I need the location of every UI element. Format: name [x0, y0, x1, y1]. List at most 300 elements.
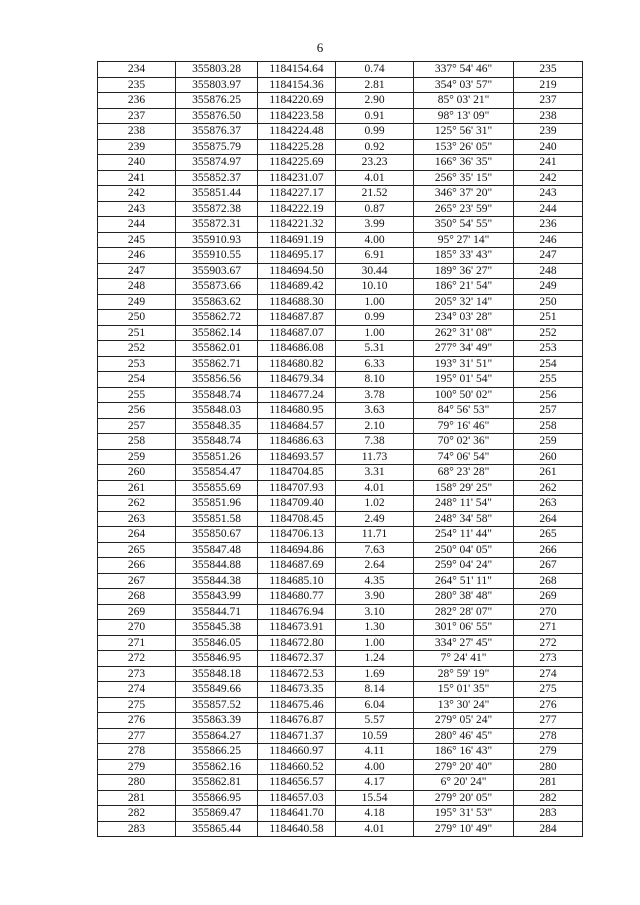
x-coordinate-cell: 355846.05: [176, 635, 258, 651]
bearing-cell: 346° 37' 20": [414, 186, 514, 202]
x-coordinate-cell: 355855.69: [176, 480, 258, 496]
table-row: [98, 728, 583, 744]
y-coordinate-cell: 1184686.63: [258, 434, 336, 450]
x-coordinate-cell: 355903.67: [176, 263, 258, 279]
table-row: [98, 279, 583, 295]
x-coordinate-cell: 355848.03: [176, 403, 258, 419]
point-number-cell: 277: [98, 728, 176, 744]
next-point-cell: 252: [514, 325, 583, 341]
y-coordinate-cell: 1184685.10: [258, 573, 336, 589]
x-coordinate-cell: 355910.55: [176, 248, 258, 264]
next-point-cell: 269: [514, 589, 583, 605]
next-point-cell: 262: [514, 480, 583, 496]
distance-cell: 0.87: [336, 201, 414, 217]
x-coordinate-cell: 355862.71: [176, 356, 258, 372]
bearing-cell: 166° 36' 35": [414, 155, 514, 171]
x-coordinate-cell: 355874.97: [176, 155, 258, 171]
x-coordinate-cell: 355843.99: [176, 589, 258, 605]
table-row: [98, 217, 583, 233]
y-coordinate-cell: 1184688.30: [258, 294, 336, 310]
x-coordinate-cell: 355865.44: [176, 821, 258, 837]
point-number-cell: 271: [98, 635, 176, 651]
x-coordinate-cell: 355863.39: [176, 713, 258, 729]
distance-cell: 1.24: [336, 651, 414, 667]
x-coordinate-cell: 355862.81: [176, 775, 258, 791]
y-coordinate-cell: 1184671.37: [258, 728, 336, 744]
point-number-cell: 282: [98, 806, 176, 822]
table-row: [98, 294, 583, 310]
distance-cell: 3.99: [336, 217, 414, 233]
distance-cell: 0.91: [336, 108, 414, 124]
bearing-cell: 68° 23' 28": [414, 465, 514, 481]
table-row: [98, 186, 583, 202]
bearing-cell: 282° 28' 07": [414, 604, 514, 620]
point-number-cell: 283: [98, 821, 176, 837]
next-point-cell: 251: [514, 310, 583, 326]
point-number-cell: 244: [98, 217, 176, 233]
distance-cell: 3.10: [336, 604, 414, 620]
point-number-cell: 281: [98, 790, 176, 806]
y-coordinate-cell: 1184660.52: [258, 759, 336, 775]
bearing-cell: 6° 20' 24": [414, 775, 514, 791]
bearing-cell: 153° 26' 05": [414, 139, 514, 155]
point-number-cell: 247: [98, 263, 176, 279]
distance-cell: 1.69: [336, 666, 414, 682]
bearing-cell: 350° 54' 55": [414, 217, 514, 233]
x-coordinate-cell: 355851.44: [176, 186, 258, 202]
y-coordinate-cell: 1184704.85: [258, 465, 336, 481]
x-coordinate-cell: 355851.26: [176, 449, 258, 465]
next-point-cell: 275: [514, 682, 583, 698]
x-coordinate-cell: 355876.50: [176, 108, 258, 124]
table-row: [98, 93, 583, 109]
point-number-cell: 237: [98, 108, 176, 124]
distance-cell: 2.10: [336, 418, 414, 434]
table-row: [98, 558, 583, 574]
point-number-cell: 255: [98, 387, 176, 403]
next-point-cell: 280: [514, 759, 583, 775]
distance-cell: 8.10: [336, 372, 414, 388]
x-coordinate-cell: 355848.74: [176, 434, 258, 450]
x-coordinate-cell: 355846.95: [176, 651, 258, 667]
next-point-cell: 271: [514, 620, 583, 636]
x-coordinate-cell: 355862.14: [176, 325, 258, 341]
distance-cell: 4.18: [336, 806, 414, 822]
next-point-cell: 244: [514, 201, 583, 217]
distance-cell: 21.52: [336, 186, 414, 202]
distance-cell: 23.23: [336, 155, 414, 171]
next-point-cell: 265: [514, 527, 583, 543]
distance-cell: 8.14: [336, 682, 414, 698]
next-point-cell: 243: [514, 186, 583, 202]
point-number-cell: 251: [98, 325, 176, 341]
bearing-cell: 277° 34' 49": [414, 341, 514, 357]
point-number-cell: 245: [98, 232, 176, 248]
distance-cell: 0.74: [336, 62, 414, 78]
table-row: [98, 527, 583, 543]
bearing-cell: 279° 10' 49": [414, 821, 514, 837]
table-row: [98, 201, 583, 217]
y-coordinate-cell: 1184225.28: [258, 139, 336, 155]
table-row: [98, 806, 583, 822]
bearing-cell: 95° 27' 14": [414, 232, 514, 248]
distance-cell: 5.57: [336, 713, 414, 729]
bearing-cell: 195° 31' 53": [414, 806, 514, 822]
x-coordinate-cell: 355856.56: [176, 372, 258, 388]
distance-cell: 6.91: [336, 248, 414, 264]
point-number-cell: 241: [98, 170, 176, 186]
point-number-cell: 246: [98, 248, 176, 264]
table-row: [98, 573, 583, 589]
table-row: [98, 263, 583, 279]
y-coordinate-cell: 1184684.57: [258, 418, 336, 434]
point-number-cell: 259: [98, 449, 176, 465]
table-row: [98, 790, 583, 806]
y-coordinate-cell: 1184640.58: [258, 821, 336, 837]
distance-cell: 4.11: [336, 744, 414, 760]
bearing-cell: 100° 50' 02": [414, 387, 514, 403]
distance-cell: 0.99: [336, 124, 414, 140]
next-point-cell: 268: [514, 573, 583, 589]
next-point-cell: 283: [514, 806, 583, 822]
distance-cell: 30.44: [336, 263, 414, 279]
distance-cell: 1.00: [336, 325, 414, 341]
x-coordinate-cell: 355848.18: [176, 666, 258, 682]
point-number-cell: 234: [98, 62, 176, 78]
x-coordinate-cell: 355863.62: [176, 294, 258, 310]
distance-cell: 10.59: [336, 728, 414, 744]
table-row: [98, 155, 583, 171]
point-number-cell: 266: [98, 558, 176, 574]
point-number-cell: 267: [98, 573, 176, 589]
next-point-cell: 254: [514, 356, 583, 372]
distance-cell: 0.92: [336, 139, 414, 155]
next-point-cell: 267: [514, 558, 583, 574]
table-row: [98, 651, 583, 667]
y-coordinate-cell: 1184687.69: [258, 558, 336, 574]
table-row: [98, 108, 583, 124]
next-point-cell: 282: [514, 790, 583, 806]
table-row: [98, 759, 583, 775]
x-coordinate-cell: 355849.66: [176, 682, 258, 698]
point-number-cell: 265: [98, 542, 176, 558]
point-number-cell: 240: [98, 155, 176, 171]
bearing-cell: 280° 38' 48": [414, 589, 514, 605]
next-point-cell: 250: [514, 294, 583, 310]
point-number-cell: 238: [98, 124, 176, 140]
table-row: [98, 124, 583, 140]
y-coordinate-cell: 1184706.13: [258, 527, 336, 543]
table-row: [98, 713, 583, 729]
y-coordinate-cell: 1184680.77: [258, 589, 336, 605]
y-coordinate-cell: 1184694.86: [258, 542, 336, 558]
distance-cell: 3.90: [336, 589, 414, 605]
distance-cell: 6.04: [336, 697, 414, 713]
bearing-cell: 301° 06' 55": [414, 620, 514, 636]
table-row: [98, 341, 583, 357]
y-coordinate-cell: 1184709.40: [258, 496, 336, 512]
x-coordinate-cell: 355872.31: [176, 217, 258, 233]
table-row: [98, 542, 583, 558]
x-coordinate-cell: 355857.52: [176, 697, 258, 713]
table-body: [98, 62, 583, 837]
x-coordinate-cell: 355875.79: [176, 139, 258, 155]
distance-cell: 1.02: [336, 496, 414, 512]
table-row: [98, 325, 583, 341]
y-coordinate-cell: 1184672.37: [258, 651, 336, 667]
table-row: [98, 635, 583, 651]
table-row: [98, 77, 583, 93]
next-point-cell: 277: [514, 713, 583, 729]
next-point-cell: 255: [514, 372, 583, 388]
bearing-cell: 85° 03' 21": [414, 93, 514, 109]
bearing-cell: 337° 54' 46": [414, 62, 514, 78]
y-coordinate-cell: 1184222.19: [258, 201, 336, 217]
bearing-cell: 185° 33' 43": [414, 248, 514, 264]
y-coordinate-cell: 1184686.08: [258, 341, 336, 357]
y-coordinate-cell: 1184676.87: [258, 713, 336, 729]
point-number-cell: 256: [98, 403, 176, 419]
next-point-cell: 240: [514, 139, 583, 155]
table-row: [98, 682, 583, 698]
x-coordinate-cell: 355844.38: [176, 573, 258, 589]
point-number-cell: 262: [98, 496, 176, 512]
distance-cell: 10.10: [336, 279, 414, 295]
next-point-cell: 260: [514, 449, 583, 465]
table-row: [98, 496, 583, 512]
y-coordinate-cell: 1184687.07: [258, 325, 336, 341]
next-point-cell: 284: [514, 821, 583, 837]
distance-cell: 4.00: [336, 759, 414, 775]
y-coordinate-cell: 1184656.57: [258, 775, 336, 791]
point-number-cell: 261: [98, 480, 176, 496]
x-coordinate-cell: 355866.95: [176, 790, 258, 806]
point-number-cell: 253: [98, 356, 176, 372]
distance-cell: 4.17: [336, 775, 414, 791]
y-coordinate-cell: 1184672.53: [258, 666, 336, 682]
point-number-cell: 258: [98, 434, 176, 450]
bearing-cell: 265° 23' 59": [414, 201, 514, 217]
distance-cell: 1.00: [336, 635, 414, 651]
distance-cell: 7.38: [336, 434, 414, 450]
y-coordinate-cell: 1184673.91: [258, 620, 336, 636]
next-point-cell: 281: [514, 775, 583, 791]
table-row: [98, 775, 583, 791]
point-number-cell: 278: [98, 744, 176, 760]
point-number-cell: 263: [98, 511, 176, 527]
distance-cell: 11.71: [336, 527, 414, 543]
y-coordinate-cell: 1184657.03: [258, 790, 336, 806]
bearing-cell: 262° 31' 08": [414, 325, 514, 341]
bearing-cell: 98° 13' 09": [414, 108, 514, 124]
table-row: [98, 248, 583, 264]
bearing-cell: 334° 27' 45": [414, 635, 514, 651]
x-coordinate-cell: 355872.38: [176, 201, 258, 217]
point-number-cell: 248: [98, 279, 176, 295]
distance-cell: 2.90: [336, 93, 414, 109]
next-point-cell: 256: [514, 387, 583, 403]
distance-cell: 15.54: [336, 790, 414, 806]
next-point-cell: 253: [514, 341, 583, 357]
next-point-cell: 236: [514, 217, 583, 233]
bearing-cell: 280° 46' 45": [414, 728, 514, 744]
next-point-cell: 258: [514, 418, 583, 434]
bearing-cell: 279° 20' 05": [414, 790, 514, 806]
point-number-cell: 273: [98, 666, 176, 682]
next-point-cell: 235: [514, 62, 583, 78]
x-coordinate-cell: 355869.47: [176, 806, 258, 822]
next-point-cell: 242: [514, 170, 583, 186]
x-coordinate-cell: 355862.01: [176, 341, 258, 357]
x-coordinate-cell: 355876.25: [176, 93, 258, 109]
table-row: [98, 465, 583, 481]
distance-cell: 4.01: [336, 170, 414, 186]
next-point-cell: 274: [514, 666, 583, 682]
table-row: [98, 434, 583, 450]
bearing-cell: 189° 36' 27": [414, 263, 514, 279]
y-coordinate-cell: 1184224.48: [258, 124, 336, 140]
bearing-cell: 158° 29' 25": [414, 480, 514, 496]
bearing-cell: 248° 11' 54": [414, 496, 514, 512]
x-coordinate-cell: 355844.88: [176, 558, 258, 574]
table-row: [98, 139, 583, 155]
y-coordinate-cell: 1184154.64: [258, 62, 336, 78]
bearing-cell: 279° 05' 24": [414, 713, 514, 729]
y-coordinate-cell: 1184679.34: [258, 372, 336, 388]
bearing-cell: 13° 30' 24": [414, 697, 514, 713]
y-coordinate-cell: 1184693.57: [258, 449, 336, 465]
point-number-cell: 236: [98, 93, 176, 109]
next-point-cell: 278: [514, 728, 583, 744]
x-coordinate-cell: 355862.72: [176, 310, 258, 326]
distance-cell: 2.49: [336, 511, 414, 527]
bearing-cell: 84° 56' 53": [414, 403, 514, 419]
distance-cell: 1.30: [336, 620, 414, 636]
table-row: [98, 356, 583, 372]
y-coordinate-cell: 1184227.17: [258, 186, 336, 202]
bearing-cell: 205° 32' 14": [414, 294, 514, 310]
y-coordinate-cell: 1184695.17: [258, 248, 336, 264]
point-number-cell: 268: [98, 589, 176, 605]
y-coordinate-cell: 1184672.80: [258, 635, 336, 651]
distance-cell: 4.00: [336, 232, 414, 248]
point-number-cell: 279: [98, 759, 176, 775]
point-number-cell: 260: [98, 465, 176, 481]
point-number-cell: 249: [98, 294, 176, 310]
y-coordinate-cell: 1184707.93: [258, 480, 336, 496]
y-coordinate-cell: 1184154.36: [258, 77, 336, 93]
table-row: [98, 744, 583, 760]
table-row: [98, 620, 583, 636]
y-coordinate-cell: 1184680.95: [258, 403, 336, 419]
distance-cell: 3.78: [336, 387, 414, 403]
x-coordinate-cell: 355850.67: [176, 527, 258, 543]
table-row: [98, 372, 583, 388]
bearing-cell: 259° 04' 24": [414, 558, 514, 574]
y-coordinate-cell: 1184220.69: [258, 93, 336, 109]
y-coordinate-cell: 1184708.45: [258, 511, 336, 527]
x-coordinate-cell: 355848.35: [176, 418, 258, 434]
y-coordinate-cell: 1184694.50: [258, 263, 336, 279]
table-row: [98, 666, 583, 682]
point-number-cell: 252: [98, 341, 176, 357]
table-row: [98, 170, 583, 186]
bearing-cell: 15° 01' 35": [414, 682, 514, 698]
next-point-cell: 248: [514, 263, 583, 279]
x-coordinate-cell: 355862.16: [176, 759, 258, 775]
point-number-cell: 269: [98, 604, 176, 620]
bearing-cell: 250° 04' 05": [414, 542, 514, 558]
distance-cell: 0.99: [336, 310, 414, 326]
y-coordinate-cell: 1184225.69: [258, 155, 336, 171]
bearing-cell: 248° 34' 58": [414, 511, 514, 527]
y-coordinate-cell: 1184660.97: [258, 744, 336, 760]
table-row: [98, 310, 583, 326]
bearing-cell: 79° 16' 46": [414, 418, 514, 434]
bearing-cell: 279° 20' 40": [414, 759, 514, 775]
point-number-cell: 250: [98, 310, 176, 326]
bearing-cell: 28° 59' 19": [414, 666, 514, 682]
point-number-cell: 274: [98, 682, 176, 698]
bearing-cell: 70° 02' 36": [414, 434, 514, 450]
y-coordinate-cell: 1184231.07: [258, 170, 336, 186]
point-number-cell: 254: [98, 372, 176, 388]
distance-cell: 3.63: [336, 403, 414, 419]
y-coordinate-cell: 1184221.32: [258, 217, 336, 233]
table-row: [98, 821, 583, 837]
bearing-cell: 125° 56' 31": [414, 124, 514, 140]
table-row: [98, 418, 583, 434]
distance-cell: 2.64: [336, 558, 414, 574]
distance-cell: 4.35: [336, 573, 414, 589]
next-point-cell: 259: [514, 434, 583, 450]
x-coordinate-cell: 355848.74: [176, 387, 258, 403]
next-point-cell: 257: [514, 403, 583, 419]
next-point-cell: 264: [514, 511, 583, 527]
table-row: [98, 449, 583, 465]
bearing-cell: 193° 31' 51": [414, 356, 514, 372]
table-row: [98, 387, 583, 403]
next-point-cell: 219: [514, 77, 583, 93]
y-coordinate-cell: 1184691.19: [258, 232, 336, 248]
table-row: [98, 62, 583, 78]
bearing-cell: 186° 16' 43": [414, 744, 514, 760]
bearing-cell: 195° 01' 54": [414, 372, 514, 388]
x-coordinate-cell: 355852.37: [176, 170, 258, 186]
next-point-cell: 246: [514, 232, 583, 248]
y-coordinate-cell: 1184680.82: [258, 356, 336, 372]
x-coordinate-cell: 355910.93: [176, 232, 258, 248]
distance-cell: 1.00: [336, 294, 414, 310]
y-coordinate-cell: 1184687.87: [258, 310, 336, 326]
next-point-cell: 273: [514, 651, 583, 667]
table-row: [98, 511, 583, 527]
point-number-cell: 239: [98, 139, 176, 155]
point-number-cell: 272: [98, 651, 176, 667]
distance-cell: 6.33: [336, 356, 414, 372]
distance-cell: 4.01: [336, 821, 414, 837]
table-row: [98, 403, 583, 419]
point-number-cell: 270: [98, 620, 176, 636]
y-coordinate-cell: 1184689.42: [258, 279, 336, 295]
y-coordinate-cell: 1184673.35: [258, 682, 336, 698]
bearing-cell: 7° 24' 41": [414, 651, 514, 667]
x-coordinate-cell: 355864.27: [176, 728, 258, 744]
y-coordinate-cell: 1184675.46: [258, 697, 336, 713]
table-row: [98, 480, 583, 496]
x-coordinate-cell: 355845.38: [176, 620, 258, 636]
bearing-cell: 254° 11' 44": [414, 527, 514, 543]
